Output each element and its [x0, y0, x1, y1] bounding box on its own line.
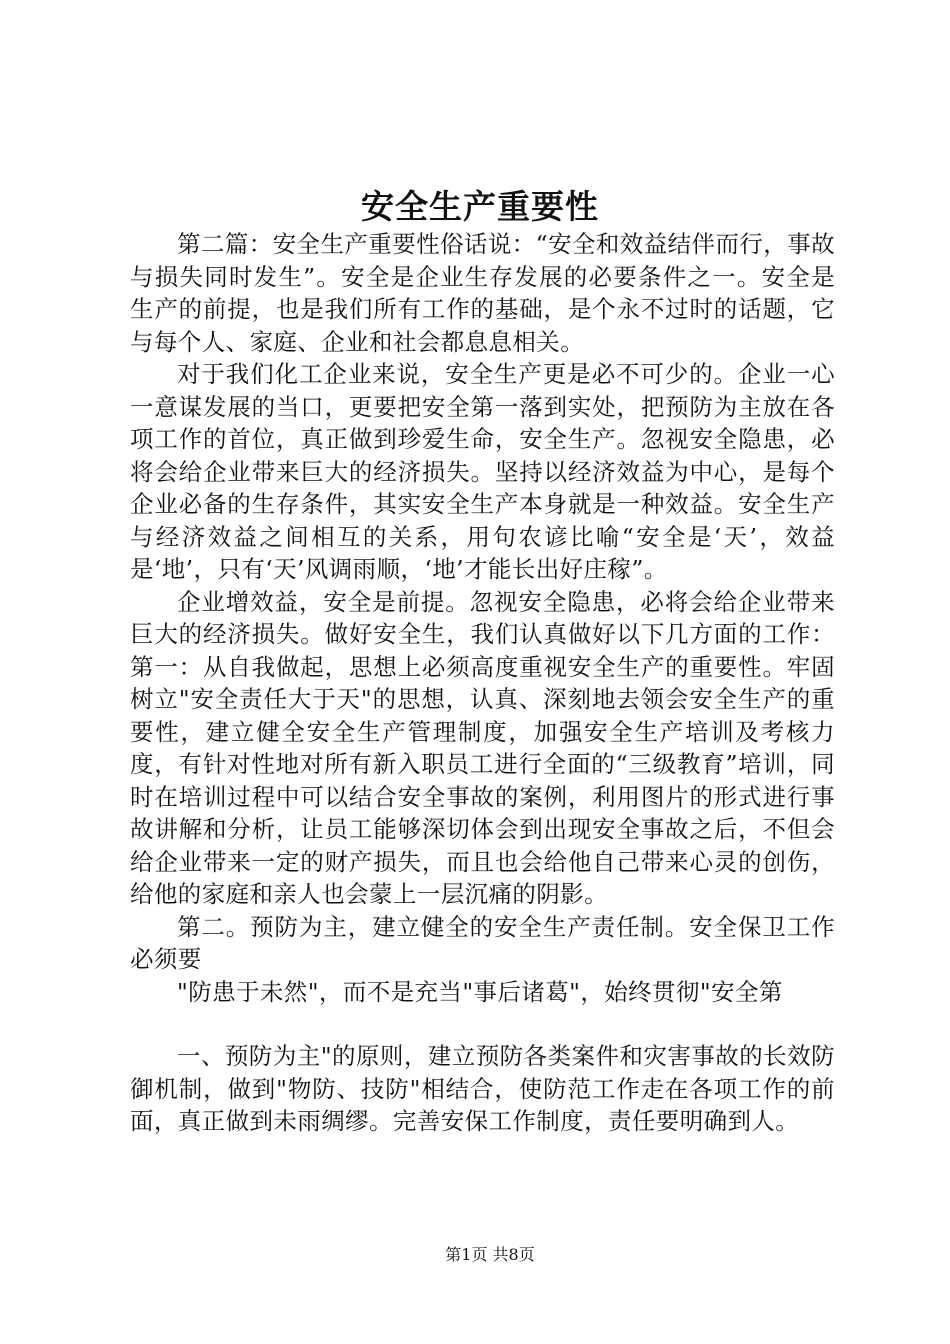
- document-body: [130, 228, 835, 1138]
- paragraph: 第二。预防为主，建立健全的安全生产责任制。安全保卫工作必须要: [130, 912, 835, 973]
- document-title: 安全生产重要性: [361, 187, 599, 226]
- paragraph: "防患于未然"，而不是充当"事后诸葛"，始终贯彻"安全第: [177, 977, 783, 1006]
- paragraph: 第二篇：安全生产重要性俗话说：“安全和效益结伴而行，事故与损失同时发生”。安全是企业生存发展的必要条件之一。安全是生产的前提，也是我们所有工作的基础，是个永不过时的话题，它与每个人、家庭、企业和社会都息息相关。: [130, 230, 835, 356]
- paragraph: 一、预防为主"的原则，建立预防各类案件和灾害事故的长效防御机制，做到"物防、技防"相结合，使防范工作走在各项工作的前面，真正做到未雨绸缪。完善安保工作制度，责任要明确到人。: [130, 1042, 835, 1135]
- paragraph: 企业增效益，安全是前提。忽视安全隐患，必将会给企业带来巨大的经济损失。做好安全生，我们认真做好以下几方面的工作：第一：从自我做起，思想上必须高度重视安全生产的重要性。牢固树立"安全责任大于天"的思想，认真、深刻地去领会安全生产的重要性，建立健全安全生产管理制度，加强安全生产培训及考核力度，有针对性地对所有新入职员工进行全面的“三级教育”培训，同时在培训过程中可以结合安全事故的案例，利用图片的形式进行事故讲解和分析，让员工能够深切体会到出现安全事故之后，不但会给企业带来一定的财产损失，而且也会给他自己带来心灵的创伤，给他的家庭和亲人也会蒙上一层沉痛的阴影。: [130, 587, 835, 908]
- paragraph: 对于我们化工企业来说，安全生产更是必不可少的。企业一心一意谋发展的当口，更要把安全第一落到实处，把预防为主放在各项工作的首位，真正做到珍爱生命，安全生产。忽视安全隐患，必将会给企业带来巨大的经济损失。坚持以经济效益为中心，是每个企业必备的生存条件，其实安全生产本身就是一种效益。安全生产与经济效益之间相互的关系，用句农谚比喻“安全是‘天’，效益是‘地’，只有‘天’风调雨顺，‘地’才能长出好庄稼”。: [130, 360, 835, 583]
- page-number: 第1页 共8页: [445, 1245, 535, 1264]
